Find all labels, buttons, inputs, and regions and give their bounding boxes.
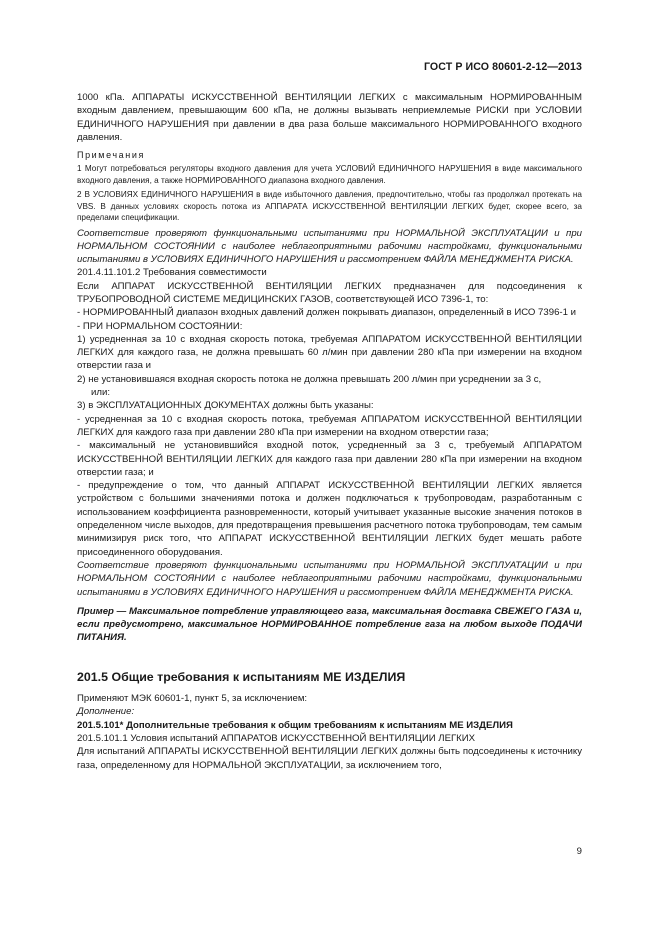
addition-label: Дополнение: — [77, 706, 135, 718]
or-label: или: — [91, 387, 110, 399]
subclause-title: 201.5.101* Дополнительные требования к общим требованиям к испытаниям МЕ ИЗДЕЛИЯ — [77, 719, 513, 731]
paragraph: Если АППАРАТ ИСКУССТВЕННОЙ ВЕНТИЛЯЦИИ ЛЕГКИХ предназначен для подсоединения к ТРУБОПРОВОДНОЙ СИСТЕМЕ МЕДИЦИНСКИХ ГАЗОВ, соответствующей ИСО 7396-1, то: — [77, 280, 582, 305]
list-item: - НОРМИРОВАННЫЙ диапазон входных давлений должен покрывать диапазон, определенный в ИСО 7396-1 и — [77, 307, 576, 319]
list-item: 1) усредненная за 10 с входная скорость потока, требуемая АППАРАТОМ ИСКУССТВЕННОЙ ВЕНТИЛЯЦИИ ЛЕГКИХ для каждого газа, не должна превышать 60 л/мин при давлении 280 кПа при измерении на входном отверстии газа и — [77, 333, 582, 372]
paragraph: Применяют МЭК 60601-1, пункт 5, за исключением: — [77, 693, 308, 705]
list-item: - усредненная за 10 с входная скорость потока, требуемая АППАРАТОМ ИСКУССТВЕННОЙ ВЕНТИЛЯЦИИ ЛЕГКИХ для каждого газа при давлении 280 кПа при измерении на входном отверстии газа; — [77, 413, 582, 438]
example: Пример — Максимальное потребление управляющего газа, максимальная доставка СВЕЖЕГО ГАЗА и, если предусмотрено, максимальное НОРМИРОВАННОЕ потребление газа на любом выходе ПОДАЧИ ПИТАНИЯ. — [77, 605, 582, 644]
compliance-statement: Соответствие проверяют функциональными испытаниями при НОРМАЛЬНОЙ ЭКСПЛУАТАЦИИ и при НОРМАЛЬНОМ СОСТОЯНИИ с наиболее неблагоприятными рабочими настройками, функциональными испытаниями в УСЛОВИЯХ ЕДИНИЧНОГО НАРУШЕНИЯ и рассмотрением ФАЙЛА МЕНЕДЖМЕНТА РИСКА. — [77, 559, 582, 598]
note-2: 2 В УСЛОВИЯХ ЕДИНИЧНОГО НАРУШЕНИЯ в виде избыточного давления, предпочтительно, чтобы газ продолжал протекать на VBS. В данных условиях скорость потока из АППАРАТА ИСКУССТВЕННОЙ ВЕНТИЛЯЦИИ ЛЕГКИХ будет, скорее всего, за пределами спецификации. — [77, 190, 582, 223]
list-item: - предупреждение о том, что данный АППАРАТ ИСКУССТВЕННОЙ ВЕНТИЛЯЦИИ ЛЕГКИХ является устройством с большими значениями потока и должен подключаться к трубопроводам, разработанным с использованием коэффициента разновременности, который учитывает указанные высокие значения потоков в определенном числе выходов, для предотвращения превышения расчетного потока трубопроводам, тем самым минимизируя риск того, что АППАРАТ ИСКУССТВЕННОЙ ВЕНТИЛЯЦИИ ЛЕГКИХ будет мешать работе присоединенного оборудования. — [77, 480, 582, 558]
list-item: 2) не установившаяся входная скорость потока не должна превышать 200 л/мин при усреднении за 3 с, — [77, 373, 542, 385]
notes-heading: Примечания — [77, 150, 145, 161]
list-item: 3) в ЭКСПЛУАТАЦИОННЫХ ДОКУМЕНТАХ должны быть указаны: — [77, 400, 374, 412]
compliance-statement: Соответствие проверяют функциональными испытаниями при НОРМАЛЬНОЙ ЭКСПЛУАТАЦИИ и при НОРМАЛЬНОМ СОСТОЯНИИ с наиболее неблагоприятными рабочими настройками, функциональными испытаниями в УСЛОВИЯХ ЕДИНИЧНОГО НАРУШЕНИЯ и рассмотрением ФАЙЛА МЕНЕДЖМЕНТА РИСКА. — [77, 227, 582, 266]
paragraph: 1000 кПа. АППАРАТЫ ИСКУССТВЕННОЙ ВЕНТИЛЯЦИИ ЛЕГКИХ с максимальным НОРМИРОВАННЫМ входным давлением, превышающим 600 кПа, не должны вызывать неприемлемые РИСКИ при УСЛОВИИ ЕДИНИЧНОГО НАРУШЕНИЯ при давлении в два раза больше максимального НОРМИРОВАННОГО входного давления. — [77, 92, 582, 143]
document-body — [77, 91, 582, 772]
section-title: 201.5 Общие требования к испытаниям МЕ ИЗДЕЛИЯ — [77, 669, 406, 684]
paragraph: Для испытаний АППАРАТЫ ИСКУССТВЕННОЙ ВЕНТИЛЯЦИИ ЛЕГКИХ должны быть подсоединены к источнику газа, определенному для НОРМАЛЬНОЙ ЭКСПЛУАТАЦИИ, за исключением того, — [77, 746, 582, 771]
note-1: 1 Могут потребоваться регуляторы входного давления для учета УСЛОВИЙ ЕДИНИЧНОГО НАРУШЕНИЯ в виде максимального входного давления, а также НОРМИРОВАННОГО диапазона входного давления. — [77, 164, 582, 185]
subclause-title: 201.5.101.1 Условия испытаний АППАРАТОВ ИСКУССТВЕННОЙ ВЕНТИЛЯЦИИ ЛЕГКИХ — [77, 732, 476, 744]
clause-title: 201.4.11.101.2 Требования совместимости — [77, 267, 267, 279]
standard-header: ГОСТ Р ИСО 80601-2-12—2013 — [423, 61, 582, 73]
page-number: 9 — [576, 846, 582, 857]
list-item: - максимальный не установившийся входной поток, усредненный за 3 с, требуемый АППАРАТОМ ИСКУССТВЕННОЙ ВЕНТИЛЯЦИИ ЛЕГКИХ для каждого газа при давлении 280 кПа при измерении на входном отверстии газа; и — [77, 440, 582, 478]
list-item: - ПРИ НОРМАЛЬНОМ СОСТОЯНИИ: — [77, 320, 243, 332]
